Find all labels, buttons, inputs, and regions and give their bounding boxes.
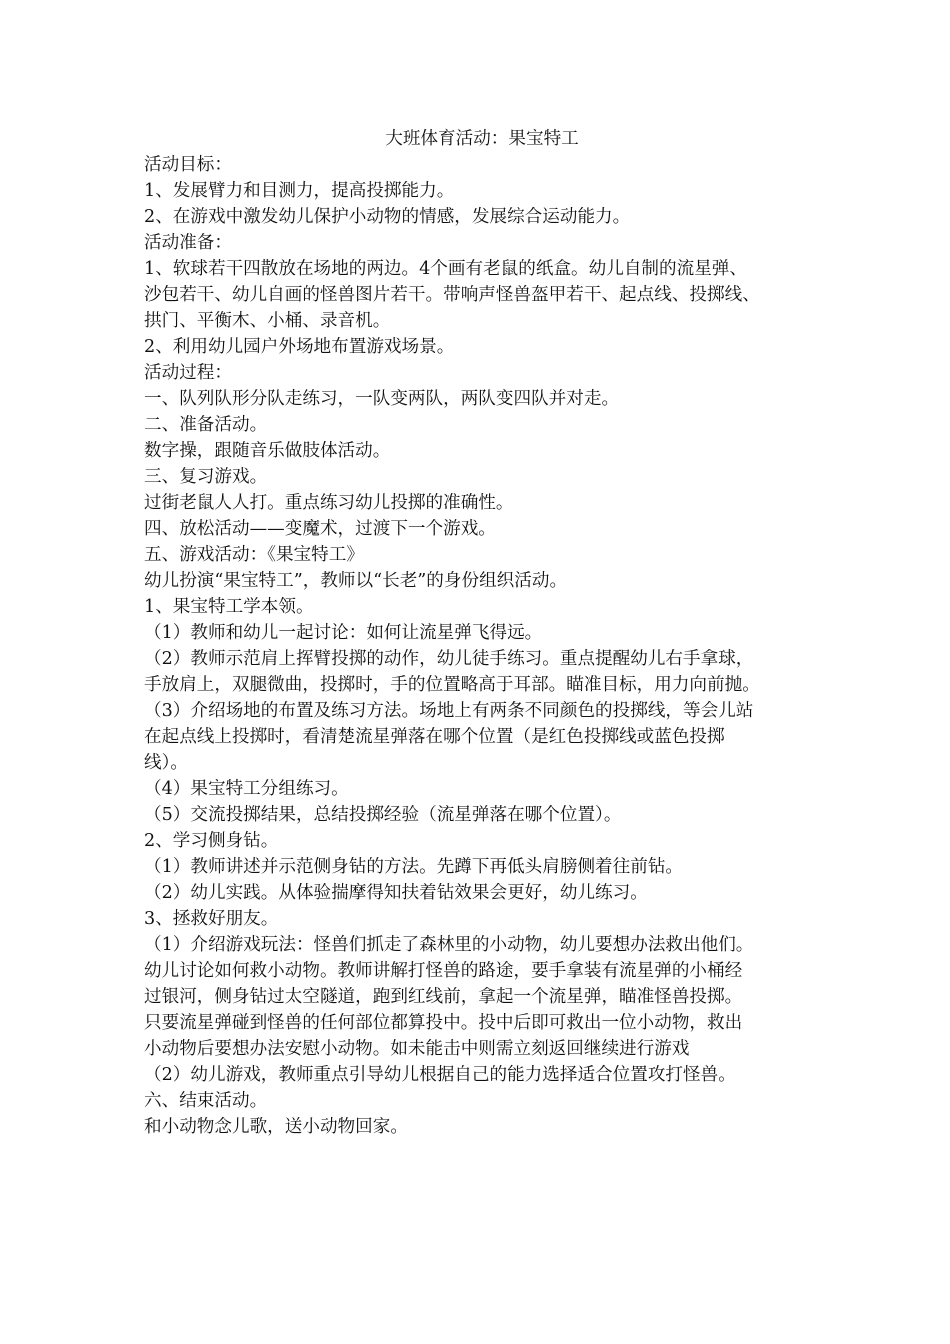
text-line: （3）介绍场地的布置及练习方法。场地上有两条不同颜色的投掷线，等会儿站 xyxy=(144,701,754,721)
text-line: 2、在游戏中激发幼儿保护小动物的情感，发展综合运动能力。 xyxy=(144,207,631,227)
text-line: 沙包若干、幼儿自画的怪兽图片若干。带响声怪兽盔甲若干、起点线、投掷线、 xyxy=(144,285,760,305)
text-line: 过街老鼠人人打。重点练习幼儿投掷的准确性。 xyxy=(144,493,514,513)
text-line: 线）。 xyxy=(144,753,188,773)
text-line: 1、果宝特工学本领。 xyxy=(144,597,314,617)
text-line: （4）果宝特工分组练习。 xyxy=(144,779,349,799)
text-line: 幼儿扮演“果宝特工”，教师以“长老”的身份组织活动。 xyxy=(144,571,568,591)
text-line: （1）教师和幼儿一起讨论：如何让流星弹飞得远。 xyxy=(144,623,543,643)
text-line: 2、利用幼儿园户外场地布置游戏场景。 xyxy=(144,337,455,357)
text-line: 小动物后要想办法安慰小动物。如未能击中则需立刻返回继续进行游戏 xyxy=(144,1039,690,1059)
text-line: 2、学习侧身钻。 xyxy=(144,831,279,851)
text-line: 四、放松活动——变魔术，过渡下一个游戏。 xyxy=(144,519,496,539)
text-line: （5）交流投掷结果，总结投掷经验（流星弹落在哪个位置）。 xyxy=(144,805,622,825)
section-heading-goals: 活动目标： xyxy=(144,155,232,175)
text-line: 拱门、平衡木、小桶、录音机。 xyxy=(144,311,391,331)
text-line: （2）幼儿实践。从体验揣摩得知扶着钻效果会更好，幼儿练习。 xyxy=(144,883,648,903)
text-line: 1、软球若干四散放在场地的两边。4个画有老鼠的纸盒。幼儿自制的流星弹、 xyxy=(144,259,747,279)
text-line: 数字操，跟随音乐做肢体活动。 xyxy=(144,441,391,461)
text-line: 五、游戏活动：《果宝特工》 xyxy=(144,545,364,565)
text-line: 和小动物念儿歌，送小动物回家。 xyxy=(144,1117,408,1137)
text-line: （1）介绍游戏玩法：怪兽们抓走了森林里的小动物，幼儿要想办法救出他们。 xyxy=(144,935,754,955)
document-body xyxy=(144,126,820,1140)
document-title: 大班体育活动：果宝特工 xyxy=(385,129,579,149)
text-line: 1、发展臂力和目测力，提高投掷能力。 xyxy=(144,181,455,201)
text-line: （2）教师示范肩上挥臂投掷的动作，幼儿徒手练习。重点提醒幼儿右手拿球， xyxy=(144,649,754,669)
text-line: 幼儿讨论如何救小动物。教师讲解打怪兽的路途，要手拿装有流星弹的小桶经 xyxy=(144,961,743,981)
text-line: 一、队列队形分队走练习，一队变两队，两队变四队并对走。 xyxy=(144,389,620,409)
text-line: 过银河，侧身钻过太空隧道，跑到红线前，拿起一个流星弹，瞄准怪兽投掷。 xyxy=(144,987,743,1007)
text-line: （1）教师讲述并示范侧身钻的方法。先蹲下再低头肩膀侧着往前钻。 xyxy=(144,857,684,877)
text-line: 手放肩上，双腿微曲，投掷时，手的位置略高于耳部。瞄准目标，用力向前抛。 xyxy=(144,675,760,695)
text-line: 3、拯救好朋友。 xyxy=(144,909,279,929)
section-heading-preparation: 活动准备： xyxy=(144,233,232,253)
text-line: 在起点线上投掷时，看清楚流星弹落在哪个位置（是红色投掷线或蓝色投掷 xyxy=(144,727,725,747)
text-line: 二、准备活动。 xyxy=(144,415,268,435)
text-line: 六、结束活动。 xyxy=(144,1091,268,1111)
text-line: （2）幼儿游戏，教师重点引导幼儿根据自己的能力选择适合位置攻打怪兽。 xyxy=(144,1065,736,1085)
text-line: 三、复习游戏。 xyxy=(144,467,268,487)
text-line: 只要流星弹碰到怪兽的任何部位都算投中。投中后即可救出一位小动物，救出 xyxy=(144,1013,743,1033)
section-heading-process: 活动过程： xyxy=(144,363,232,383)
